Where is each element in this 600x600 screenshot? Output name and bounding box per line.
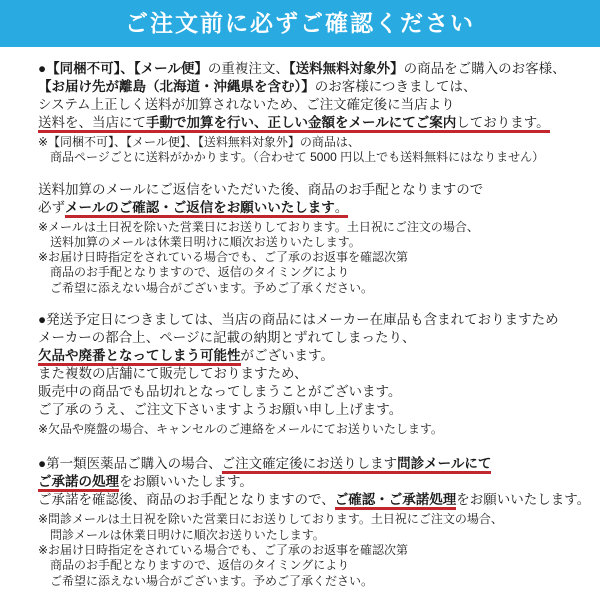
text-run: 商品のお手配となりますので、返信のタイミングにより xyxy=(38,558,350,573)
text-run: また複数の店舗にて販売しておりますため、 xyxy=(38,366,308,382)
note-block xyxy=(38,220,592,296)
emphasized-text-run: ご承諾の処理 xyxy=(38,474,119,492)
text-run: 【送料無料対象外】 xyxy=(288,61,404,76)
emphasized-text-run: 手動で加算を行い、正しい金額をメールにてご案内 xyxy=(146,115,456,133)
text-run: ご希望に添えない場合がございます。予めご了承ください。 xyxy=(38,280,374,295)
text-line xyxy=(38,574,592,589)
text-line xyxy=(38,512,592,527)
text-line xyxy=(38,135,592,150)
text-line xyxy=(38,181,592,199)
text-run: ご承諾を確認後、商品のお手配となりますので、 xyxy=(38,492,335,508)
paragraph-block xyxy=(38,311,592,419)
emphasized-text-run: ご確認・ご承諾処理 xyxy=(335,492,457,510)
text-run: ※問診メールは土日祝を除いた営業日にお送りしております。土日祝にご注文の場合、 xyxy=(38,512,503,527)
text-line xyxy=(38,150,592,165)
text-run: ご了承のうえ、ご注文下さいますようお願い申し上げます。 xyxy=(38,402,403,418)
note-block xyxy=(38,512,592,588)
text-run: のお客様につきましては、 xyxy=(314,79,477,94)
text-line xyxy=(38,60,592,78)
text-line xyxy=(38,473,592,491)
emphasized-text-run: 送料を、当店にて xyxy=(38,115,146,133)
text-line xyxy=(38,558,592,573)
note-block xyxy=(38,422,592,437)
text-run: ●第一類医薬品ご購入の場合、 xyxy=(38,456,222,472)
text-line xyxy=(38,455,592,473)
text-run: メーカーの都合上、ページに記載の納期とずれてしまったり、 xyxy=(38,330,416,346)
emphasized-text-run: しております。 xyxy=(456,115,549,133)
paragraph-block xyxy=(38,60,592,132)
text-run: の商品をご購入のお客様、 xyxy=(403,61,566,76)
text-line xyxy=(38,114,592,132)
text-run: 販売中の商品でも品切れとなってしまうことがございます。 xyxy=(38,384,402,400)
text-run: をお願いいたします。 xyxy=(456,492,591,508)
text-run: をお願いいたします。 xyxy=(119,474,253,490)
text-line xyxy=(38,199,592,217)
text-run: がございます。 xyxy=(240,348,334,364)
text-run: 【同梱不可】、【メール便】 xyxy=(46,61,208,76)
text-line xyxy=(38,347,592,365)
emphasized-text-run: 欠品や廃番となってしまう可能性 xyxy=(38,348,241,366)
text-run: ● xyxy=(38,61,47,76)
text-line xyxy=(38,401,592,419)
text-run: 送料加算のメールにご返信をいただいた後、商品のお手配となりますので xyxy=(38,181,484,197)
emphasized-text-run: メールのご確認・ご返信をお願いいたします xyxy=(65,200,335,218)
paragraph-block xyxy=(38,181,592,217)
text-line xyxy=(38,543,592,558)
page-title: ご注文前に必ずご確認ください xyxy=(125,10,475,36)
text-run: ※【同梱不可】、【メール便】、【送料無料対象外】の商品は、 xyxy=(38,135,360,149)
note-block xyxy=(38,135,592,166)
text-line xyxy=(38,329,592,347)
text-run: ご希望に添えない場合がございます。予めご了承ください。 xyxy=(38,573,374,588)
text-line xyxy=(38,96,592,114)
text-line xyxy=(38,265,592,280)
text-run: 送料加算のメールは休業日明けに順次お送りいたします。 xyxy=(38,234,361,249)
emphasized-text-run: 問診メールにて xyxy=(397,456,491,474)
text-line xyxy=(38,281,592,296)
text-line xyxy=(38,422,592,437)
text-run: 問診メールは休業日明けに順次お送りいたします。 xyxy=(38,527,325,542)
notice-header xyxy=(0,0,600,47)
text-run: 【お届け先が離島（北海道・沖縄県を含む）】 xyxy=(38,79,315,94)
text-run: 商品のお手配となりますので、返信のタイミングにより xyxy=(38,265,350,280)
text-run: 必ず xyxy=(38,199,65,215)
text-line xyxy=(38,235,592,250)
text-run: システム上正しく送料が加算されないため、ご注文確定後に当店より xyxy=(38,97,455,112)
text-line xyxy=(38,220,592,235)
text-line xyxy=(38,383,592,401)
text-run: ※欠品や廃盤の場合、キャンセルのご連絡をメールにてお送りいたします。 xyxy=(38,422,443,437)
text-line xyxy=(38,78,592,96)
text-line xyxy=(38,491,592,509)
text-run: 商品ページごとに送料がかかります。（合わせて 5000 円以上でも送料無料にはなりません） xyxy=(38,150,545,165)
text-run: ※お届け日時指定をされている場合でも、ご了承のお返事を確認次第 xyxy=(38,250,409,265)
paragraph-block xyxy=(38,455,592,509)
text-run: ●発送予定日につきましては、当店の商品にはメーカー在庫品も含まれておりますため xyxy=(38,312,559,328)
text-line xyxy=(38,250,592,265)
text-run: ※メールは土日祝を除いた営業日にお送りしております。土日祝にご注文の場合、 xyxy=(38,219,479,234)
emphasized-text-run: 。 xyxy=(335,200,349,218)
notice-body xyxy=(0,47,600,589)
text-line xyxy=(38,365,592,383)
emphasized-text-run: ご注文確定後にお送りします xyxy=(222,456,398,474)
text-run: の重複注文、 xyxy=(207,61,289,76)
text-line xyxy=(38,311,592,329)
text-line xyxy=(38,528,592,543)
text-run: ※お届け日時指定をされている場合でも、ご了承のお返事を確認次第 xyxy=(38,542,409,557)
